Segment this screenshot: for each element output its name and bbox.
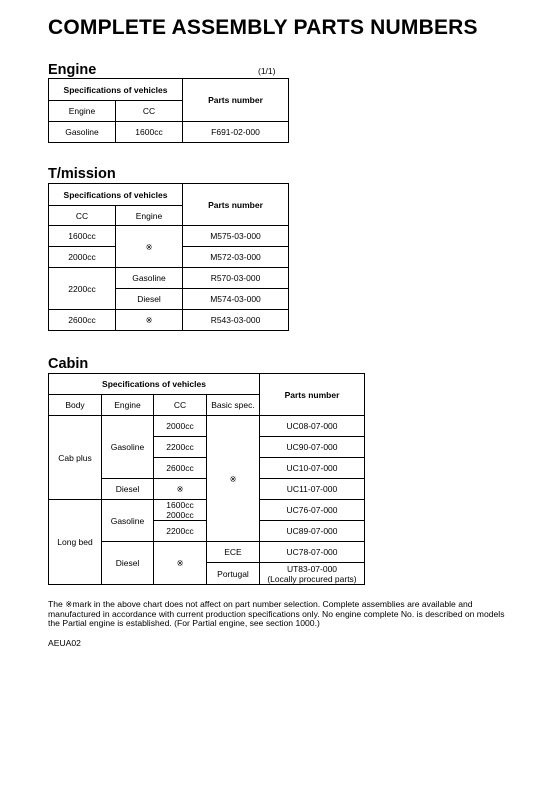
cc-value: 1600cc	[49, 226, 116, 247]
parts-header: Parts number	[183, 79, 289, 122]
part-number: M572-03-000	[183, 247, 289, 268]
cabin-table	[48, 373, 365, 585]
col-engine: Engine	[116, 206, 183, 226]
cc-value: 2200cc	[154, 521, 207, 542]
reference-mark: ※	[154, 542, 207, 585]
engine-table	[48, 78, 289, 143]
tmission-heading: T/mission	[48, 166, 116, 182]
cc-value: 2600cc	[154, 458, 207, 479]
part-number: UC10-07-000	[260, 458, 365, 479]
part-number: F691-02-000	[183, 122, 289, 143]
cc-value	[154, 500, 207, 521]
table-row	[49, 268, 289, 289]
engine-cc: 1600cc	[116, 122, 183, 143]
cc-value: 2000cc	[49, 247, 116, 268]
col-cc: CC	[49, 206, 116, 226]
table-row	[49, 226, 289, 247]
part-number-note: (Locally procured parts)	[267, 573, 357, 584]
cc-value: 2200cc	[154, 437, 207, 458]
col-body: Body	[49, 395, 102, 416]
part-number: M574-03-000	[183, 289, 289, 310]
parts-header: Parts number	[260, 374, 365, 416]
col-cc: CC	[116, 101, 183, 122]
reference-mark: ※	[116, 310, 183, 331]
col-cc: CC	[154, 395, 207, 416]
engine-type: Diesel	[116, 289, 183, 310]
cabin-heading: Cabin	[48, 356, 89, 372]
part-number: UC11-07-000	[260, 479, 365, 500]
part-number: R543-03-000	[183, 310, 289, 331]
engine-type: Diesel	[102, 479, 154, 500]
table-row	[49, 122, 289, 143]
body-type: Cab plus	[49, 416, 102, 500]
part-number-line: UT83-07-000	[286, 563, 338, 574]
cc-value: 2200cc	[49, 268, 116, 310]
reference-mark: ※	[154, 479, 207, 500]
col-engine: Engine	[102, 395, 154, 416]
reference-mark: ※	[207, 416, 260, 542]
cc-value: 2000cc	[154, 416, 207, 437]
part-number: R570-03-000	[183, 268, 289, 289]
document-code: AEUA02	[48, 638, 81, 648]
spec-header: Specifications of vehicles	[49, 184, 183, 206]
part-number: UC90-07-000	[260, 437, 365, 458]
part-number: UC76-07-000	[260, 500, 365, 521]
tmission-table	[48, 183, 289, 331]
engine-type: Diesel	[102, 542, 154, 585]
engine-heading: Engine	[48, 62, 97, 78]
engine-type: Gasoline	[116, 268, 183, 289]
col-basic-spec: Basic spec.	[207, 395, 260, 416]
reference-mark: ※	[116, 226, 183, 268]
table-row	[49, 310, 289, 331]
engine-type: Gasoline	[49, 122, 116, 143]
part-number: UC78-07-000	[260, 542, 365, 563]
part-number	[260, 563, 365, 585]
body-type: Long bed	[49, 500, 102, 585]
page-number: (1/1)	[258, 66, 276, 76]
cc-value: 2600cc	[49, 310, 116, 331]
spec-header: Specifications of vehicles	[49, 374, 260, 395]
cc-value-line: 1600cc	[166, 500, 194, 510]
basic-spec: Portugal	[207, 563, 260, 585]
engine-type: Gasoline	[102, 500, 154, 542]
basic-spec: ECE	[207, 542, 260, 563]
engine-type: Gasoline	[102, 416, 154, 479]
spec-header: Specifications of vehicles	[49, 79, 183, 101]
part-number: M575-03-000	[183, 226, 289, 247]
cc-value-line: 2000cc	[166, 510, 194, 520]
page-title: COMPLETE ASSEMBLY PARTS NUMBERS	[48, 16, 478, 39]
part-number: UC08-07-000	[260, 416, 365, 437]
parts-header: Parts number	[183, 184, 289, 226]
table-row	[49, 416, 365, 437]
part-number: UC89-07-000	[260, 521, 365, 542]
footnote: The ※mark in the above chart does not affect on part number selection. Complete assemblies are available and manufactured in accordance with current production specifications only. No engine complete No. is described on models the Partial engine is established. (For Partial engine, see section 1000.)	[48, 599, 505, 629]
col-engine: Engine	[49, 101, 116, 122]
